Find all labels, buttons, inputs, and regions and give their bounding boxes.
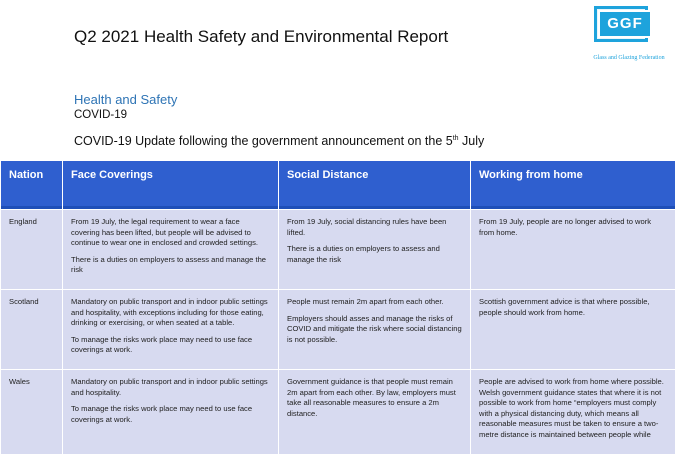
cell-paragraph: Employers should asses and manage the risks of COVID and mitigate the risk where social distancing is not possible. xyxy=(287,314,462,346)
nation-cell: Scotland xyxy=(1,289,63,369)
covid-rules-table xyxy=(0,160,675,455)
logo-caption: Glass and Glazing Federation xyxy=(588,55,670,61)
table-header-row xyxy=(1,161,675,210)
section-heading: Health and Safety xyxy=(74,92,177,107)
cell-paragraph: Mandatory on public transport and in indoor public settings and hospitality, with exceptions including for those eating, drinking or exercising, or when seated at a table. xyxy=(71,297,270,329)
table-row xyxy=(1,289,675,369)
cell-paragraph: To manage the risks work place may need to use face coverings at work. xyxy=(71,335,270,356)
face-coverings-cell xyxy=(63,210,279,290)
cell-paragraph: Scottish government advice is that where possible, people should work from home. xyxy=(479,297,667,318)
table-row xyxy=(1,210,675,290)
working-from-home-cell xyxy=(471,289,675,369)
update-text: COVID-19 Update following the government announcement on the 5 xyxy=(74,134,453,148)
cell-paragraph: People are advised to work from home where possible. Welsh government guidance states that where it is not possible to work from home “employers must comply with a physical distancing duty, which means all reasonable measures must be taken to ensure a two-metre distance is maintained between people while xyxy=(479,377,667,441)
table-row xyxy=(1,369,675,454)
social-distance-cell xyxy=(279,289,471,369)
update-line xyxy=(74,134,484,148)
update-suffix: July xyxy=(459,134,485,148)
social-distance-cell xyxy=(279,210,471,290)
face-coverings-cell xyxy=(63,369,279,454)
header-face-coverings: Face Coverings xyxy=(63,161,279,210)
cell-paragraph: To manage the risks work place may need to use face coverings at work. xyxy=(71,404,270,425)
working-from-home-cell xyxy=(471,369,675,454)
header-working-from-home: Working from home xyxy=(471,161,675,210)
report-title: Q2 2021 Health Safety and Environmental Report xyxy=(74,27,448,47)
cell-paragraph: From 19 July, people are no longer advised to work from home. xyxy=(479,217,667,238)
cell-paragraph: People must remain 2m apart from each other. xyxy=(287,297,462,308)
nation-cell: England xyxy=(1,210,63,290)
cell-paragraph: There is a duties on employers to assess and manage the risk xyxy=(287,244,462,265)
working-from-home-cell xyxy=(471,210,675,290)
header-social-distance: Social Distance xyxy=(279,161,471,210)
section-subheading: COVID-19 xyxy=(74,109,127,121)
nation-cell: Wales xyxy=(1,369,63,454)
logo-wordmark: GGF xyxy=(598,10,652,38)
cell-paragraph: Government guidance is that people must remain 2m apart from each other. By law, employers must take all reasonable measures to ensure a 2m distance. xyxy=(287,377,462,419)
cell-paragraph: Mandatory on public transport and in indoor public settings and hospitality. xyxy=(71,377,270,398)
social-distance-cell xyxy=(279,369,471,454)
cell-paragraph: There is a duties on employers to assess and manage the risk xyxy=(71,255,270,276)
update-superscript: th xyxy=(453,135,459,142)
ggf-logo xyxy=(588,6,670,66)
header-nation: Nation xyxy=(1,161,63,210)
face-coverings-cell xyxy=(63,289,279,369)
cell-paragraph: From 19 July, the legal requirement to wear a face covering has been lifted, but people will be advised to continue to wear one in enclosed and crowded settings. xyxy=(71,217,270,249)
cell-paragraph: From 19 July, social distancing rules have been lifted. xyxy=(287,217,462,238)
